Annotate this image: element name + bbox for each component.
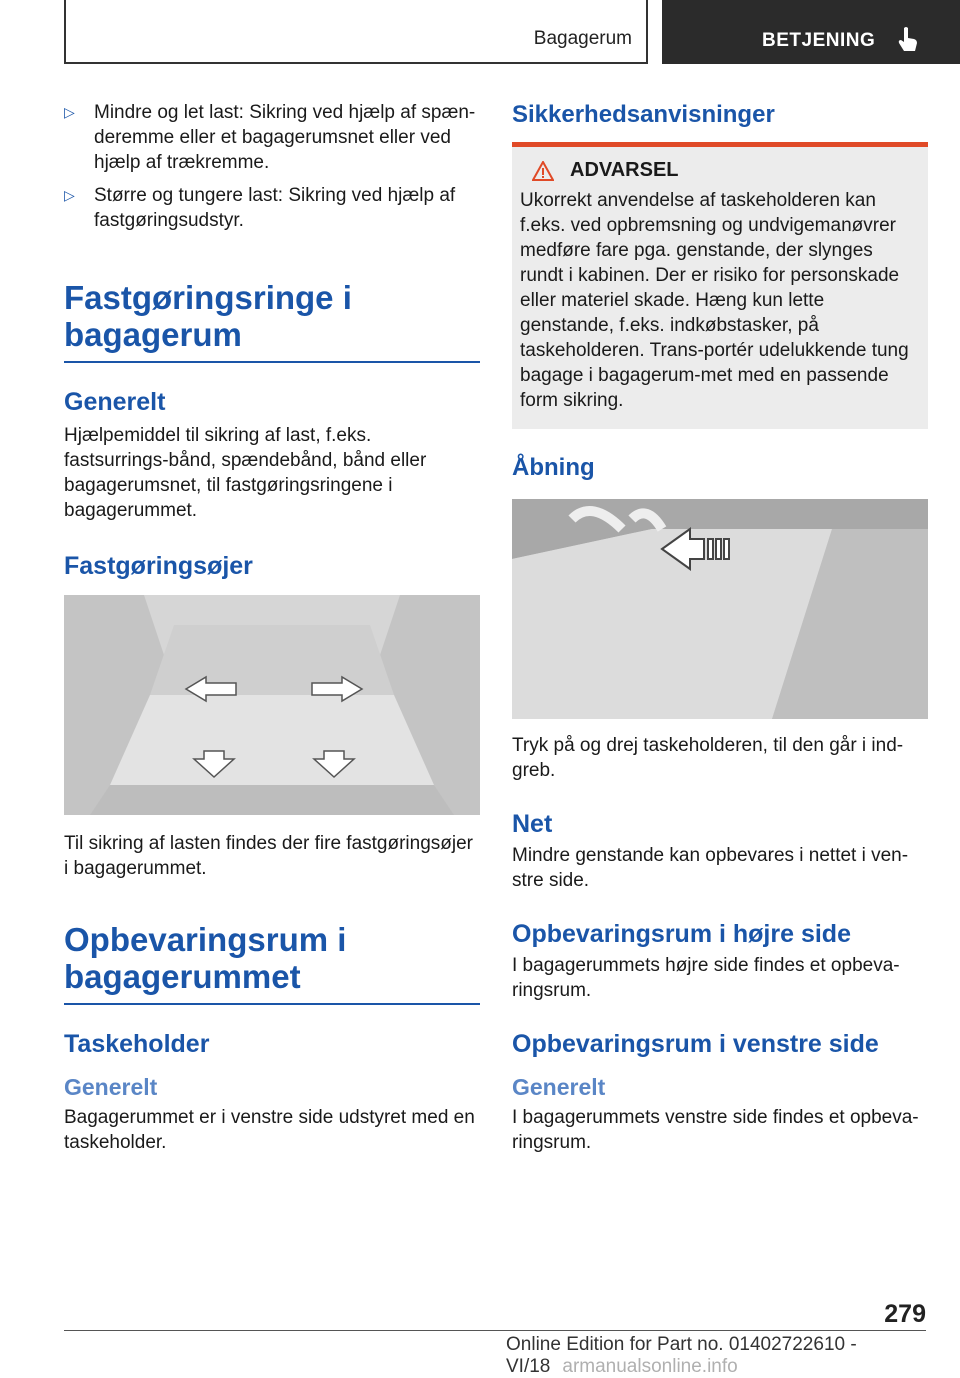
bag-holder-text: Bagagerummet er i venstre side udstyret med en taskeholder. [64, 1107, 475, 1153]
bullet-text: Mindre og let last: Sikring ved hjælp af spæn-deremme eller et bagagerumsnet eller ved hjælp af trækremme. [94, 102, 476, 173]
safety-title: Sikkerhedsanvisninger [512, 101, 775, 128]
net-text: Mindre genstande kan opbevares i nettet i ven-stre side. [512, 845, 909, 891]
header-section-box [64, 0, 648, 64]
bullet-text: Større og tungere last: Sikring ved hjælp af fastgøringsudstyr. [94, 185, 456, 231]
hand-pointer-icon [896, 26, 920, 54]
trunk-eyelets-image [64, 595, 480, 815]
subsection-title-bag-holder: Taskeholder [64, 1030, 210, 1058]
opening-text: Tryk på og drej taskeholderen, til den går i ind-greb. [512, 735, 904, 781]
bag-holder-image [512, 499, 928, 719]
watermark-text: armanualsonline.info [562, 1356, 738, 1377]
list-item [64, 183, 480, 233]
general-text: Hjælpemiddel til sikring af last, f.eks. fastsurrings-bånd, spændebånd, bånd eller bagagerumsnet, til fastgøringsringene i bagagerummet. [64, 425, 427, 521]
left-column [64, 100, 480, 1155]
subsection-title-right-storage: Opbevaringsrum i højre side [512, 920, 851, 948]
footer-edition [506, 1334, 960, 1378]
subsection-title-net: Net [512, 810, 553, 838]
subsection-title-general: Generelt [64, 388, 166, 416]
subsubsection-title-general: Generelt [64, 1074, 158, 1100]
warning-label: ADVARSEL [570, 159, 679, 181]
left-storage-text: I bagagerummets venstre side findes et opbeva-ringsrum. [512, 1107, 919, 1153]
header-chapter-box [662, 0, 960, 64]
subsubsection-title-general: Generelt [512, 1074, 606, 1100]
subsection-title-eyelets: Fastgøringsøjer [64, 552, 253, 580]
section-title-rings: Fastgøringsringe i bagagerum [64, 279, 352, 353]
cargo-bullet-list [64, 100, 480, 233]
list-item [64, 100, 480, 175]
right-column [512, 100, 928, 1155]
eyelets-caption: Til sikring af lasten findes der fire fastgøringsøjer i bagagerummet. [64, 833, 474, 879]
section-title-storage: Opbevaringsrum i bagagerummet [64, 921, 347, 995]
footer-rule [64, 1330, 926, 1331]
page-number: 279 [884, 1300, 926, 1328]
subsection-title-opening: Åbning [512, 454, 595, 481]
right-storage-text: I bagagerummets højre side findes et opbeva-ringsrum. [512, 955, 900, 1001]
warning-heading [520, 159, 920, 182]
header-section-title: Bagagerum [533, 28, 632, 49]
warning-text: Ukorrekt anvendelse af taskeholderen kan f.eks. ved opbremsning og undvigemanøvrer medføre fare pga. genstande, der slynges rundt i kabinen. Der er risiko for personskade eller materiel skade. Hæng kun lette genstande, f.eks. indkøbstasker, på taskeholderen. Trans-portér udelukkende tung bagage i bagagerum-met med en passende form sikring. [520, 190, 909, 411]
warning-triangle-icon [532, 161, 554, 181]
triangle-bullet-icon: ▷ [64, 187, 75, 203]
warning-box [512, 147, 928, 429]
header-chapter-title: BETJENING [762, 30, 876, 51]
subsection-title-left-storage: Opbevaringsrum i venstre side [512, 1030, 879, 1058]
edition-text: Online Edition for Part no. 01402722610 - VI/18 [506, 1334, 857, 1377]
triangle-bullet-icon: ▷ [64, 104, 75, 120]
